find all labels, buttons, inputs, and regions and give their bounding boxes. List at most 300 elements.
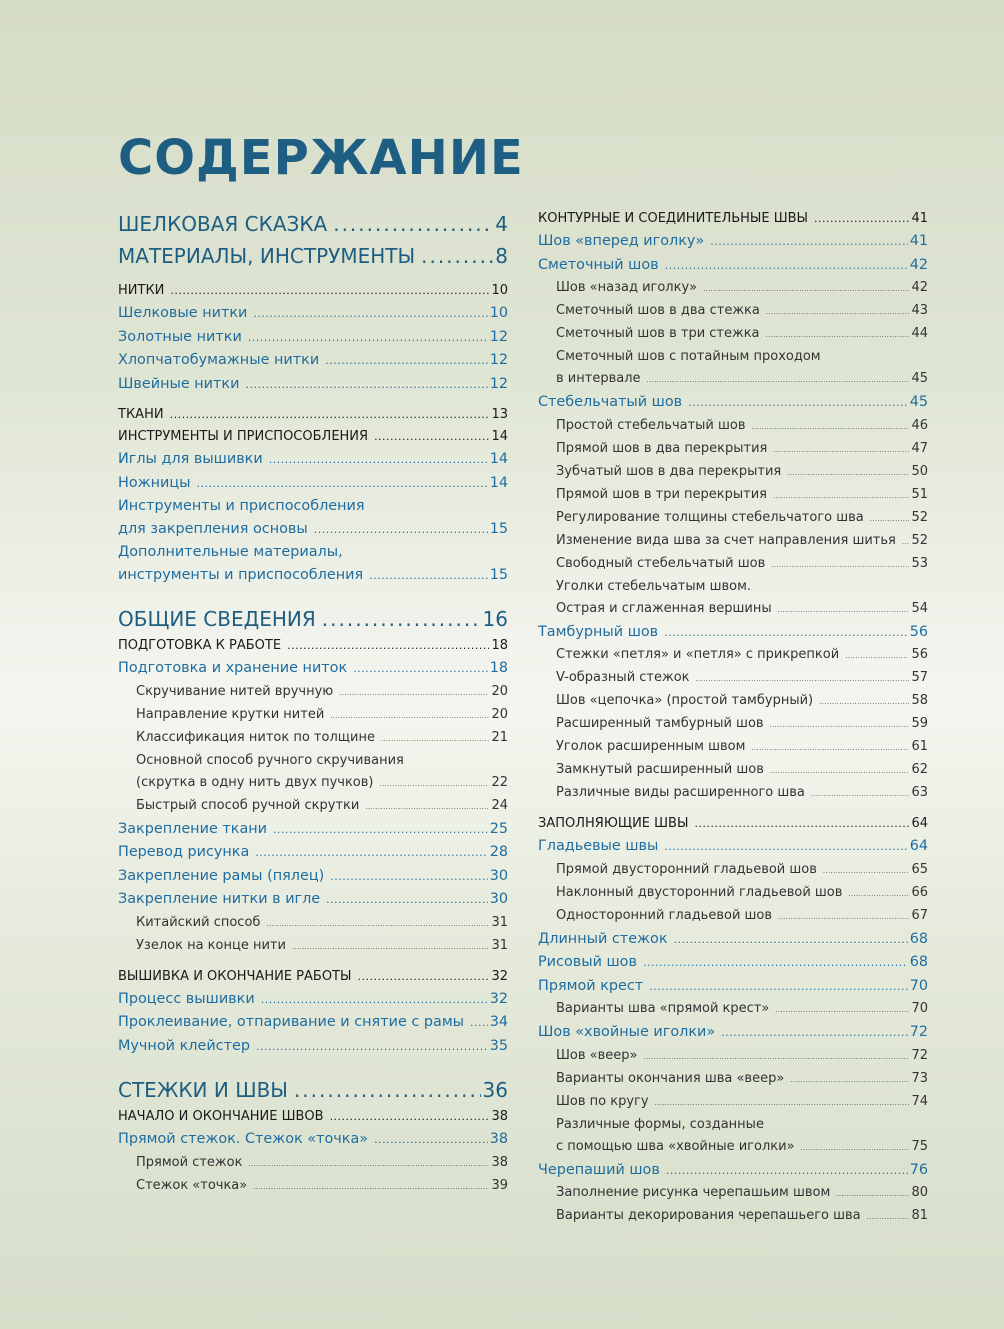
toc-subentry[interactable] <box>538 598 928 621</box>
toc-title: Уголок расширенным швом <box>556 739 746 754</box>
toc-page-number: 18 <box>489 660 508 676</box>
dot-leader <box>339 682 489 704</box>
dot-leader <box>703 278 909 300</box>
toc-entry[interactable] <box>118 518 508 542</box>
toc-section[interactable] <box>118 966 508 988</box>
toc-page-number: 68 <box>909 954 928 970</box>
toc-page-number: 12 <box>489 375 508 392</box>
toc-title: Сметочный шов с потайным проходом <box>556 349 821 364</box>
toc-title: Классификация ниток по толщине <box>136 729 375 745</box>
toc-entry[interactable] <box>538 928 928 952</box>
toc-entry[interactable] <box>118 841 508 865</box>
toc-title: Зубчатый шов в два перекрытия <box>556 463 782 479</box>
dot-leader <box>365 796 489 818</box>
toc-page-number: 14 <box>491 429 508 444</box>
toc-subentry[interactable] <box>538 576 928 598</box>
toc-subentry[interactable] <box>538 507 928 530</box>
toc-entry[interactable] <box>118 818 508 842</box>
toc-subentry[interactable] <box>118 1152 508 1175</box>
toc-subentry[interactable] <box>538 553 928 576</box>
toc-title: Перевод рисунка <box>118 844 250 860</box>
toc-entry[interactable] <box>118 541 508 564</box>
toc-title: в интервале <box>556 371 641 386</box>
dot-leader <box>353 658 488 681</box>
toc-entry[interactable] <box>538 254 928 278</box>
toc-page-number: 13 <box>491 407 508 422</box>
toc-page-number: 58 <box>911 693 928 708</box>
toc-title: ПОДГОТОВКА К РАБОТЕ <box>118 638 282 653</box>
toc-entry[interactable] <box>118 564 508 588</box>
dot-leader <box>287 635 489 657</box>
toc-page-number: 66 <box>911 884 928 900</box>
toc-page-number: 65 <box>911 861 928 877</box>
toc-subentry[interactable] <box>538 1182 928 1205</box>
toc-page-number: 14 <box>489 451 508 467</box>
toc-title: Стебельчатый шов <box>538 394 683 410</box>
toc-part[interactable] <box>118 240 508 272</box>
dot-leader <box>778 599 910 621</box>
toc-page-number: 72 <box>909 1024 928 1040</box>
toc-page-number: 56 <box>911 647 928 662</box>
toc-page-number: 38 <box>489 1131 508 1147</box>
toc-title: КОНТУРНЫЕ И СОЕДИНИТЕЛЬНЫЕ ШВЫ <box>538 211 809 226</box>
toc-subentry[interactable] <box>538 346 928 368</box>
dot-leader <box>688 392 908 415</box>
dot-leader <box>787 462 909 484</box>
dot-leader <box>836 1183 909 1205</box>
toc-entry[interactable] <box>538 391 928 415</box>
toc-subentry[interactable] <box>538 905 928 928</box>
toc-title: V-образный стежок <box>556 670 690 685</box>
dot-leader <box>256 1036 488 1059</box>
toc-page-number: 34 <box>489 1014 508 1030</box>
toc-page-number: 53 <box>911 555 928 571</box>
dot-leader <box>665 255 908 278</box>
toc-subentry[interactable] <box>118 1175 508 1198</box>
toc-title: Инструменты и приспособления <box>118 498 365 514</box>
toc-title: инструменты и приспособления <box>118 566 364 583</box>
dot-leader <box>775 999 909 1021</box>
toc-page-number: 12 <box>489 352 508 368</box>
toc-title: МАТЕРИАЛЫ, ИНСТРУМЕНТЫ <box>118 244 416 268</box>
dot-leader <box>255 842 487 865</box>
dot-leader <box>330 866 487 889</box>
page-title: СОДЕРЖАНИЕ <box>118 130 524 186</box>
dot-leader <box>845 645 909 667</box>
toc-subentry[interactable] <box>118 935 508 958</box>
toc-subentry[interactable] <box>538 759 928 782</box>
dot-leader <box>197 473 488 496</box>
toc-section[interactable] <box>538 208 928 230</box>
toc-entry[interactable] <box>538 621 928 645</box>
toc-subentry[interactable] <box>538 713 928 736</box>
dot-leader <box>253 1176 489 1198</box>
dot-leader <box>649 976 908 999</box>
dot-leader <box>248 1153 489 1175</box>
toc-subentry[interactable] <box>538 736 928 759</box>
toc-title: ТКАНИ <box>118 407 164 422</box>
toc-page-number: 10 <box>491 283 508 298</box>
toc-page-number: 45 <box>911 371 928 386</box>
dot-leader <box>470 1012 488 1035</box>
toc-entry[interactable] <box>118 1035 508 1059</box>
toc-subentry[interactable] <box>118 727 508 750</box>
dot-leader <box>253 303 487 326</box>
toc-title: Сметочный шов в два стежка <box>556 303 760 318</box>
toc-title: Прямой шов в три перекрытия <box>556 486 767 502</box>
toc-page-number: 8 <box>495 244 508 268</box>
toc-title: ЗАПОЛНЯЮЩИЕ ШВЫ <box>538 816 689 831</box>
dot-leader <box>867 1206 910 1228</box>
toc-page-number: 38 <box>491 1109 508 1124</box>
toc-page-number: 38 <box>491 1154 508 1170</box>
toc-subentry[interactable] <box>538 644 928 667</box>
toc-title: Простой стебельчатый шов <box>556 417 746 433</box>
toc-page-number: 30 <box>489 867 508 884</box>
toc-title: Гладьевые швы <box>538 838 659 854</box>
toc-entry[interactable] <box>118 472 508 496</box>
toc-subentry[interactable] <box>538 782 928 805</box>
toc-title: Китайский способ <box>136 914 261 930</box>
dot-leader <box>752 416 910 438</box>
toc-page-number: 57 <box>911 670 928 685</box>
toc-subentry[interactable] <box>118 772 508 795</box>
toc-page-number: 64 <box>911 816 928 831</box>
toc-page-number: 43 <box>911 303 928 318</box>
toc-page-number: 28 <box>489 844 508 860</box>
toc-title: ШЕЛКОВАЯ СКАЗКА <box>118 212 328 236</box>
toc-part[interactable] <box>118 1074 508 1106</box>
toc-title: НАЧАЛО И ОКОНЧАНИЕ ШВОВ <box>118 1109 324 1124</box>
dot-leader <box>811 783 910 805</box>
toc-page-number: 35 <box>489 1037 508 1054</box>
toc-entry[interactable] <box>538 230 928 254</box>
toc-page-number: 51 <box>911 486 928 502</box>
toc-title: Проклеивание, отпаривание и снятие с рамы <box>118 1014 465 1030</box>
dot-leader <box>766 301 910 323</box>
toc-subentry[interactable] <box>538 323 928 346</box>
toc-page-number: 4 <box>495 212 508 236</box>
toc-title: Мучной клейстер <box>118 1037 250 1054</box>
toc-entry[interactable] <box>118 657 508 681</box>
toc-title: Прямой шов в два перекрытия <box>556 440 768 456</box>
toc-page-number: 10 <box>489 305 508 321</box>
toc-page-number: 18 <box>491 638 508 653</box>
dot-leader <box>773 485 909 507</box>
toc-subentry[interactable] <box>538 277 928 300</box>
dot-leader <box>674 929 908 952</box>
toc-entry[interactable] <box>118 1128 508 1152</box>
toc-page-number: 47 <box>911 440 928 456</box>
toc-page-number: 39 <box>491 1177 508 1193</box>
toc-title: Замкнутый расширенный шов <box>556 762 764 777</box>
toc-title: Расширенный тамбурный шов <box>556 716 764 731</box>
toc-title: Направление крутки нитей <box>136 706 325 722</box>
dot-leader <box>710 231 907 254</box>
toc-page-number: 50 <box>911 463 928 479</box>
toc-title: Различные формы, созданные <box>556 1116 764 1132</box>
toc-page-number: 73 <box>911 1070 928 1086</box>
toc-page-number: 12 <box>489 328 508 345</box>
toc-entry[interactable] <box>118 302 508 326</box>
dot-leader <box>655 1092 910 1114</box>
dot-leader <box>790 1069 909 1091</box>
toc-page-number: 14 <box>489 474 508 491</box>
dot-leader <box>778 906 909 928</box>
toc-page-number: 32 <box>491 968 508 984</box>
toc-entry[interactable] <box>118 888 508 912</box>
toc-subentry[interactable] <box>538 882 928 905</box>
toc-subentry[interactable] <box>538 859 928 882</box>
toc-title: Шов по кругу <box>556 1093 649 1109</box>
toc-page-number: 32 <box>489 990 508 1007</box>
toc-title: ВЫШИВКА И ОКОНЧАНИЕ РАБОТЫ <box>118 968 352 984</box>
dot-leader <box>721 1022 908 1045</box>
toc-part[interactable] <box>118 603 508 635</box>
toc-page-number: 24 <box>491 797 508 813</box>
dot-leader <box>647 369 910 391</box>
toc-title: Быстрый способ ручной скрутки <box>136 797 360 813</box>
toc-page-number: 36 <box>482 1078 508 1102</box>
dot-leader <box>381 728 490 750</box>
dot-leader <box>369 565 488 588</box>
toc-title: Закрепление ткани <box>118 820 268 837</box>
toc-section[interactable] <box>118 635 508 657</box>
dot-leader <box>801 1137 910 1159</box>
toc-title: Иглы для вышивки <box>118 451 263 467</box>
toc-subentry[interactable] <box>538 368 928 391</box>
toc-subentry[interactable] <box>538 461 928 484</box>
toc-page-number: 76 <box>909 1161 928 1178</box>
toc-title: Стежки «петля» и «петля» с прикрепкой <box>556 647 840 662</box>
toc-column-left <box>118 208 508 1198</box>
toc-page-number: 74 <box>911 1093 928 1109</box>
dot-leader <box>664 836 907 859</box>
toc-page-number: 80 <box>911 1185 928 1200</box>
toc-page-number: 15 <box>489 566 508 583</box>
toc-title: Заполнение рисунка черепашьим швом <box>556 1185 831 1200</box>
toc-title: Сметочный шов <box>538 256 659 273</box>
toc-subentry[interactable] <box>118 681 508 704</box>
toc-page-number: 56 <box>909 623 928 640</box>
toc-title: (скрутка в одну нить двух пучков) <box>136 774 374 790</box>
dot-leader <box>273 819 488 842</box>
dot-leader <box>170 404 490 426</box>
toc-entry[interactable] <box>538 975 928 999</box>
toc-title: ОБЩИЕ СВЕДЕНИЯ <box>118 607 316 631</box>
dot-leader <box>170 280 489 302</box>
toc-title: Уголки стебельчатым швом. <box>556 578 752 594</box>
toc-title: Сметочный шов в три стежка <box>556 326 760 341</box>
dot-leader <box>374 426 489 448</box>
toc-entry[interactable] <box>118 373 508 397</box>
toc-title: Шов «хвойные иголки» <box>538 1024 716 1040</box>
toc-subentry[interactable] <box>538 438 928 461</box>
toc-page-number: 62 <box>911 762 928 777</box>
toc-title: Рисовый шов <box>538 954 637 970</box>
dot-leader <box>766 324 910 346</box>
dot-leader <box>751 737 909 759</box>
toc-subentry[interactable] <box>118 912 508 935</box>
toc-subentry[interactable] <box>538 1091 928 1114</box>
toc-title: Основной способ ручного скручивания <box>136 752 404 768</box>
dot-leader <box>666 1160 908 1183</box>
dot-leader <box>314 519 488 542</box>
toc-title: СТЕЖКИ И ШВЫ <box>118 1078 288 1102</box>
dot-leader <box>380 773 490 795</box>
toc-title: Тамбурный шов <box>538 623 659 640</box>
toc-subentry[interactable] <box>118 750 508 772</box>
toc-title: Варианты шва «прямой крест» <box>556 1001 770 1016</box>
toc-entry[interactable] <box>118 326 508 350</box>
dot-leader <box>823 860 910 882</box>
toc-page-number: 42 <box>911 280 928 295</box>
dot-leader <box>664 622 908 645</box>
toc-title: с помощью шва «хвойные иголки» <box>556 1138 795 1154</box>
toc-title: Процесс вышивки <box>118 990 255 1007</box>
toc-title: Прямой стежок <box>136 1154 243 1170</box>
toc-page-number: 41 <box>909 233 928 249</box>
toc-page-number: 54 <box>911 600 928 616</box>
toc-page-number: 21 <box>491 729 508 745</box>
toc-subentry[interactable] <box>538 415 928 438</box>
toc-title: Наклонный двусторонний гладьевой шов <box>556 884 843 900</box>
dot-leader <box>292 936 490 958</box>
toc-subentry[interactable] <box>538 1205 928 1228</box>
toc-title: Закрепление рамы (пялец) <box>118 867 325 884</box>
toc-page-number: 70 <box>909 977 928 994</box>
toc-page-number: 61 <box>911 739 928 754</box>
toc-page-number: 41 <box>911 211 928 226</box>
toc-section[interactable] <box>118 426 508 448</box>
dot-leader <box>870 508 910 530</box>
toc-page-number: 59 <box>911 716 928 731</box>
dot-leader <box>322 603 481 635</box>
dot-leader <box>261 989 488 1012</box>
toc-page-number: 68 <box>909 930 928 947</box>
toc-section[interactable] <box>118 1106 508 1128</box>
toc-subentry[interactable] <box>118 795 508 818</box>
toc-title: Черепаший шов <box>538 1161 660 1178</box>
toc-entry[interactable] <box>538 835 928 859</box>
toc-page-number: 44 <box>911 326 928 341</box>
toc-title: Ножницы <box>118 474 191 491</box>
dot-leader <box>326 889 488 912</box>
dot-leader <box>248 327 488 350</box>
toc-section[interactable] <box>538 813 928 835</box>
toc-title: Хлопчатобумажные нитки <box>118 352 320 368</box>
toc-title: Стежок «точка» <box>136 1177 248 1193</box>
toc-section[interactable] <box>118 280 508 302</box>
toc-entry[interactable] <box>538 1021 928 1045</box>
toc-entry[interactable] <box>118 495 508 518</box>
toc-page-number: 67 <box>911 907 928 923</box>
toc-page-number: 75 <box>911 1138 928 1154</box>
toc-title: Узелок на конце нити <box>136 937 286 953</box>
dot-leader <box>696 668 910 690</box>
dot-leader <box>848 883 909 905</box>
toc-page-number: 16 <box>482 607 508 631</box>
toc-subentry[interactable] <box>538 530 928 553</box>
toc-column-right <box>538 208 928 1228</box>
toc-entry[interactable] <box>538 951 928 975</box>
toc-title: Швейные нитки <box>118 375 240 392</box>
dot-leader <box>266 913 489 935</box>
toc-page-number: 64 <box>909 838 928 854</box>
toc-subentry[interactable] <box>538 484 928 507</box>
toc-page-number: 72 <box>911 1047 928 1063</box>
toc-page-number: 25 <box>489 820 508 837</box>
toc-title: Прямой стежок. Стежок «точка» <box>118 1131 369 1147</box>
dot-leader <box>245 374 487 397</box>
toc-subentry[interactable] <box>538 1045 928 1068</box>
toc-page-number: 20 <box>491 683 508 699</box>
toc-page-number: 31 <box>491 914 508 930</box>
toc-entry[interactable] <box>118 988 508 1012</box>
toc-title: ИНСТРУМЕНТЫ И ПРИСПОСОБЛЕНИЯ <box>118 429 369 444</box>
toc-page-number: 31 <box>491 937 508 953</box>
dot-leader <box>325 350 487 373</box>
dot-leader <box>770 760 910 782</box>
toc-title: Свободный стебельчатый шов <box>556 555 766 571</box>
toc-page-number: 52 <box>911 509 928 525</box>
dot-leader <box>421 240 493 272</box>
toc-title: Длинный стежок <box>538 930 668 947</box>
toc-title: Регулирование толщины стебельчатого шва <box>556 509 864 525</box>
toc-subentry[interactable] <box>118 704 508 727</box>
toc-entry[interactable] <box>538 1159 928 1183</box>
dot-leader <box>814 208 909 230</box>
dot-leader <box>902 531 910 553</box>
toc-subentry[interactable] <box>538 1136 928 1159</box>
toc-page-number: 42 <box>909 256 928 273</box>
dot-leader <box>294 1074 481 1106</box>
toc-title: НИТКИ <box>118 283 165 298</box>
toc-title: Прямой крест <box>538 977 644 994</box>
toc-page-number: 81 <box>911 1208 928 1223</box>
toc-subentry[interactable] <box>538 690 928 713</box>
toc-entry[interactable] <box>118 349 508 373</box>
toc-title: Варианты декорирования черепашьего шва <box>556 1208 861 1223</box>
toc-subentry[interactable] <box>538 998 928 1021</box>
dot-leader <box>357 966 489 988</box>
dot-leader <box>269 449 488 472</box>
toc-page-number: 15 <box>489 520 508 537</box>
toc-entry[interactable] <box>118 448 508 472</box>
toc-page-number: 45 <box>909 394 928 410</box>
toc-page-number: 46 <box>911 417 928 433</box>
toc-title: Подготовка и хранение ниток <box>118 660 348 676</box>
toc-title: Скручивание нитей вручную <box>136 683 334 699</box>
toc-subentry[interactable] <box>538 1068 928 1091</box>
toc-part[interactable] <box>118 208 508 240</box>
toc-title: Шов «веер» <box>556 1047 638 1063</box>
toc-subentry[interactable] <box>538 667 928 690</box>
dot-leader <box>770 714 910 736</box>
dot-leader <box>374 1129 488 1152</box>
toc-subentry[interactable] <box>538 300 928 323</box>
toc-title: Острая и сглаженная вершины <box>556 600 772 616</box>
toc-title: Закрепление нитки в игле <box>118 891 321 907</box>
toc-subentry[interactable] <box>538 1114 928 1136</box>
toc-title: Изменение вида шва за счет направления шитья <box>556 532 896 548</box>
dot-leader <box>819 691 909 713</box>
toc-section[interactable] <box>118 404 508 426</box>
toc-entry[interactable] <box>118 1011 508 1035</box>
dot-leader <box>330 1106 490 1128</box>
toc-page-number: 20 <box>491 706 508 722</box>
toc-entry[interactable] <box>118 865 508 889</box>
